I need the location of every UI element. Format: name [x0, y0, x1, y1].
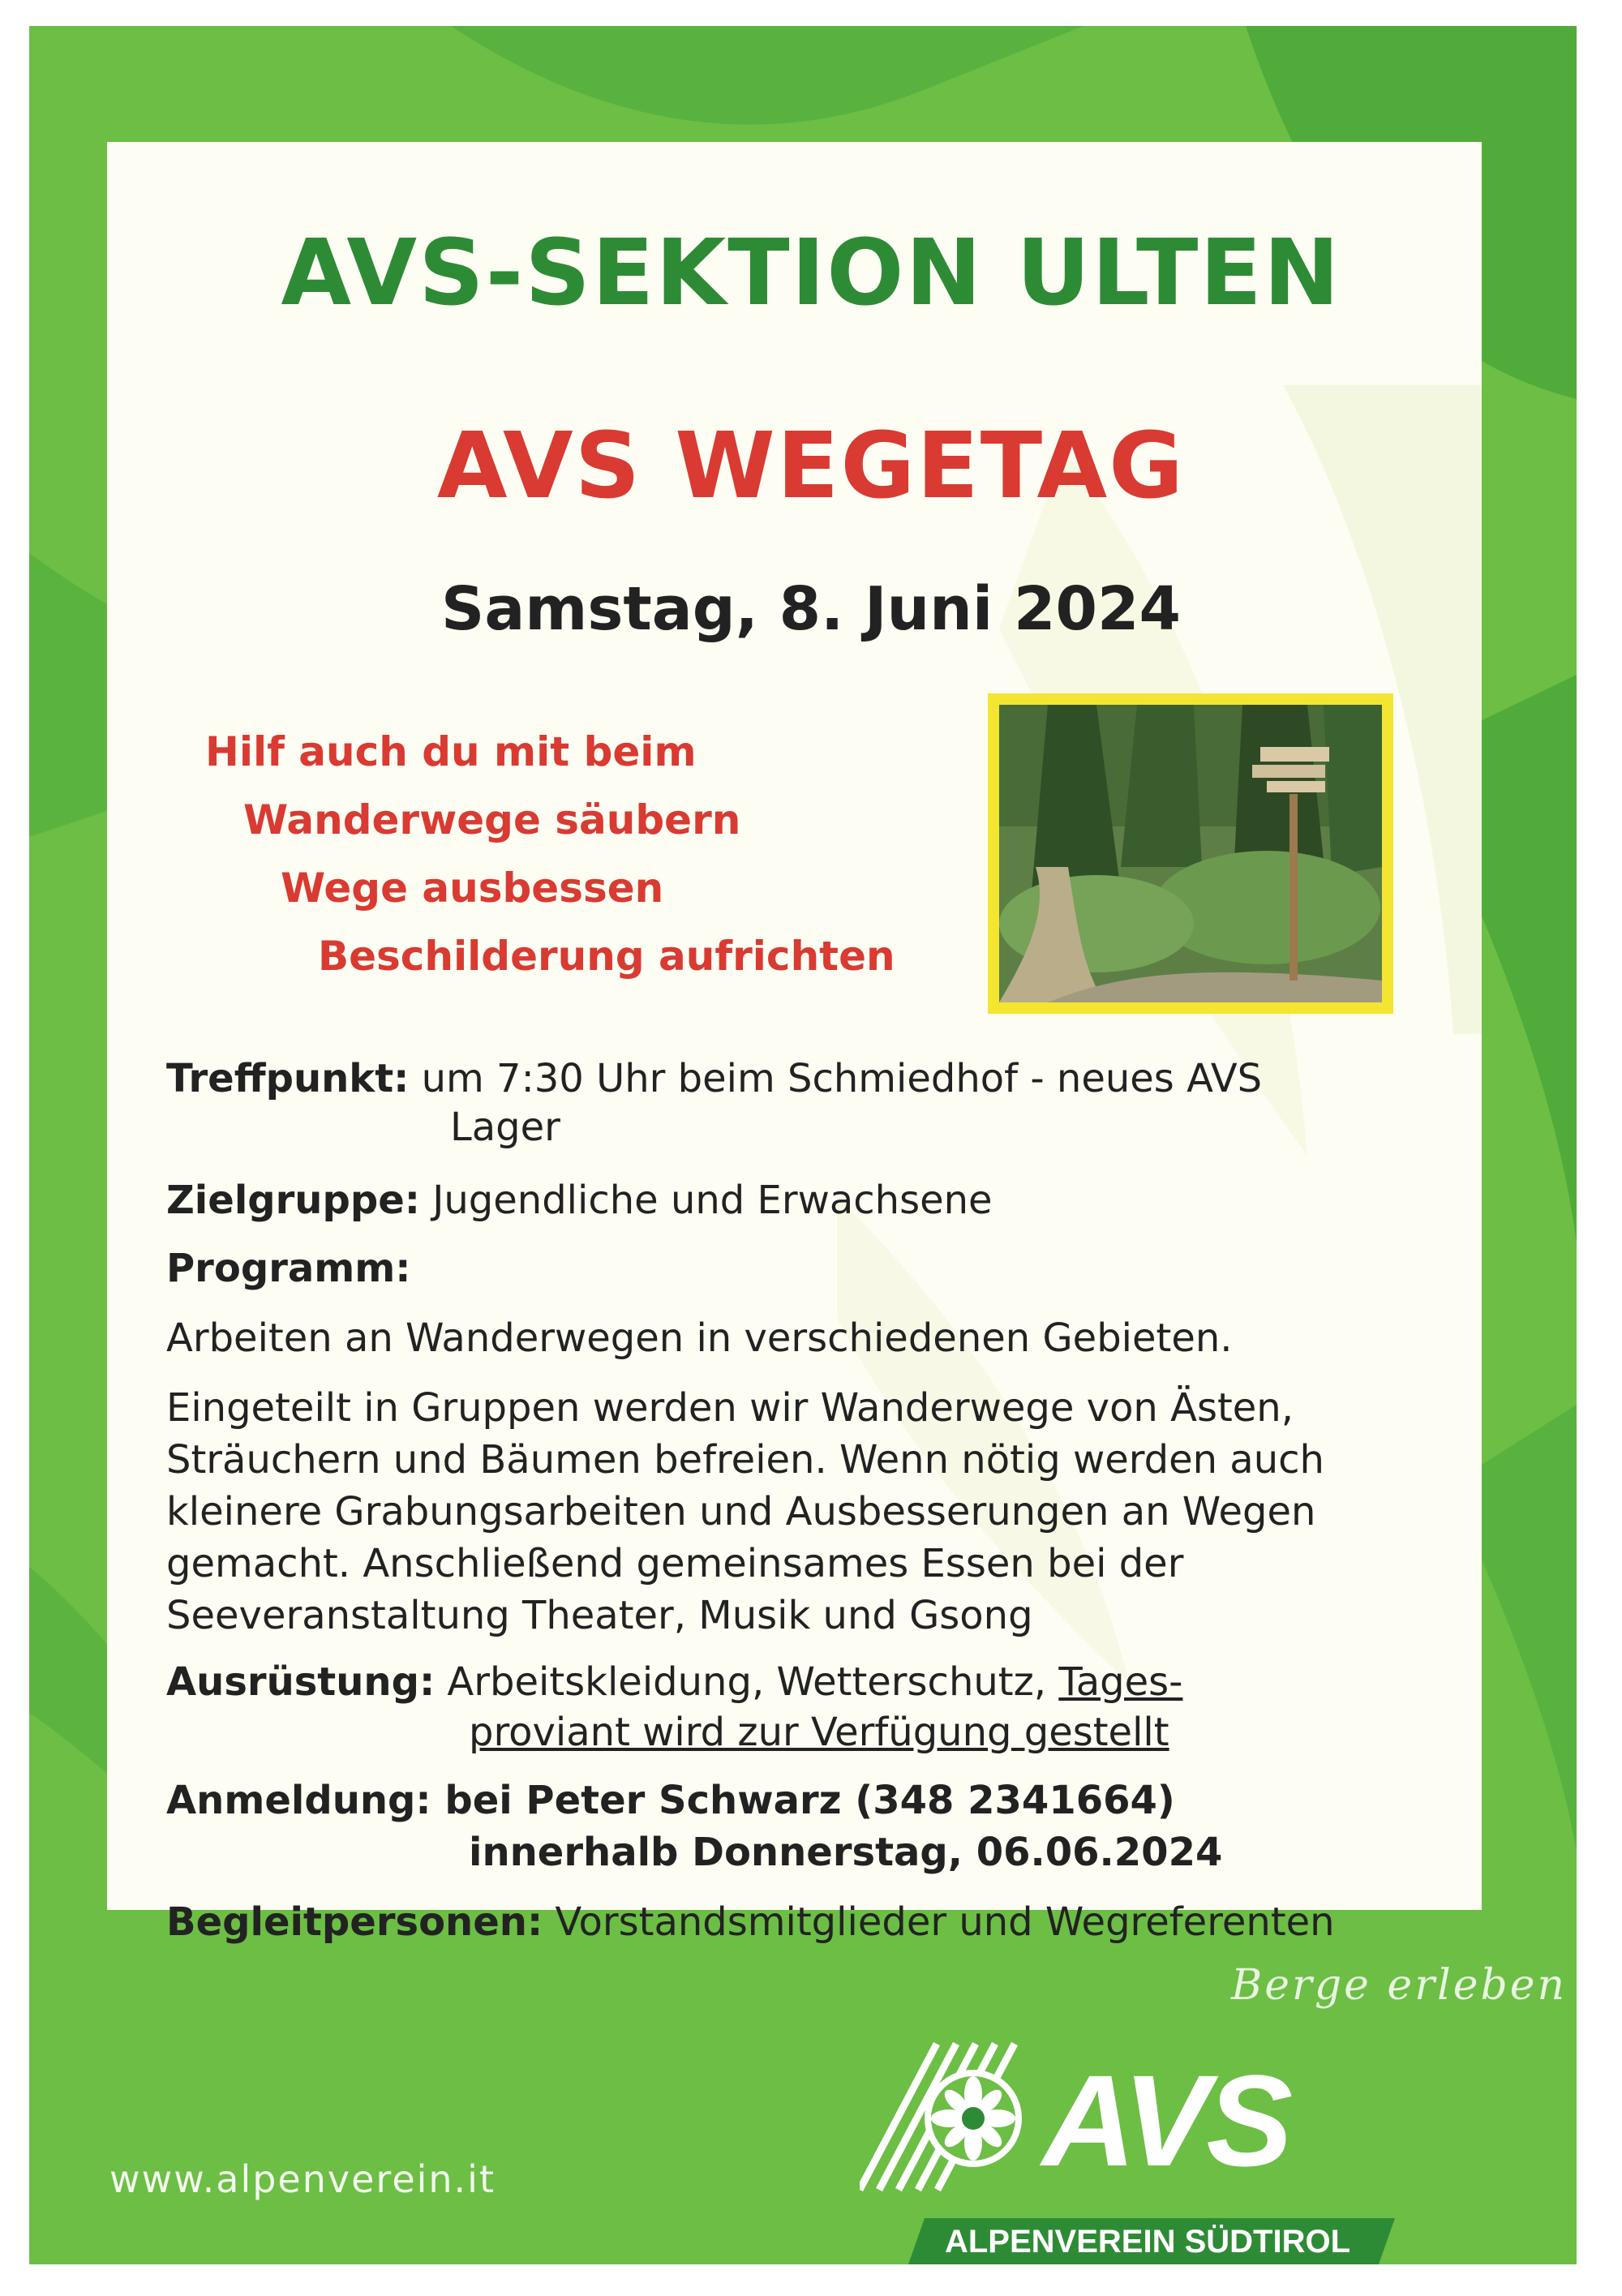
begleit-label: Begleitpersonen: — [166, 1899, 543, 1945]
edelweiss-icon — [925, 2070, 1022, 2167]
help-line-3: Wege ausbessen — [281, 865, 664, 912]
treffpunkt-value: um 7:30 Uhr beim Schmiedhof - neues AVS — [421, 1056, 1263, 1101]
help-line-2: Wanderwege säubern — [243, 796, 741, 843]
logo-wordmark: AVS — [1042, 2048, 1290, 2193]
treffpunkt-label: Treffpunkt: — [166, 1056, 410, 1101]
treffpunkt-row — [166, 1053, 1262, 1105]
ausruestung-row — [166, 1656, 1182, 1708]
programm-line-3: kleinere Grabungsarbeiten und Ausbesserungen an Wegen — [166, 1489, 1316, 1534]
event-date: Samstag, 8. Juni 2024 — [441, 574, 1181, 644]
section-title: AVS-SEKTION ULTEN — [281, 221, 1341, 326]
programm-line-4: gemacht. Anschließend gemeinsames Essen bei der — [166, 1541, 1184, 1586]
anmeldung-label: Anmeldung: — [166, 1778, 431, 1823]
anmeldung-value: bei Peter Schwarz (348 2341664) — [444, 1778, 1175, 1823]
zielgruppe-label: Zielgruppe: — [166, 1178, 420, 1223]
ausruestung-label: Ausrüstung: — [166, 1659, 436, 1705]
begleit-value: Vorstandsmitglieder und Wegreferenten — [555, 1899, 1335, 1945]
begleit-row — [166, 1896, 1335, 1948]
treffpunkt-row-2: Lager — [450, 1105, 560, 1150]
trail-photo-image — [999, 705, 1382, 1002]
anmeldung-row-2: innerhalb Donnerstag, 06.06.2024 — [469, 1830, 1223, 1875]
ausruestung-value-underlined: Tages- — [1058, 1659, 1183, 1705]
slogan: Berge erleben — [1231, 1961, 1568, 2010]
programm-intro: Arbeiten an Wanderwegen in verschiedenen Gebieten. — [166, 1315, 1233, 1361]
programm-line-2: Sträuchern und Bäumen befreien. Wenn nötig werden auch — [166, 1437, 1324, 1483]
programm-line-1: Eingeteilt in Gruppen werden wir Wanderwege von Ästen, — [166, 1385, 1294, 1431]
anmeldung-row — [166, 1775, 1175, 1826]
website-url: www.alpenverein.it — [109, 2157, 496, 2201]
ausruestung-row-2: proviant wird zur Verfügung gestellt — [469, 1710, 1169, 1755]
zielgruppe-value: Jugendliche und Erwachsene — [432, 1178, 993, 1223]
event-title: AVS WEGETAG — [436, 414, 1186, 519]
avs-logo — [860, 2028, 1411, 2271]
programm-line-5: Seeveranstaltung Theater, Musik und Gsong — [166, 1593, 1033, 1638]
trail-photo — [988, 693, 1393, 1014]
panel-watermark — [107, 142, 1482, 1910]
programm-label: Programm: — [166, 1246, 411, 1291]
help-line-4: Beschilderung aufrichten — [318, 933, 895, 980]
ausruestung-value: Arbeitskleidung, Wetterschutz, — [447, 1659, 1059, 1705]
help-line-1: Hilf auch du mit beim — [205, 728, 697, 775]
logo-subtitle: ALPENVEREIN SÜDTIROL — [944, 2224, 1351, 2260]
zielgruppe-row — [166, 1174, 993, 1226]
